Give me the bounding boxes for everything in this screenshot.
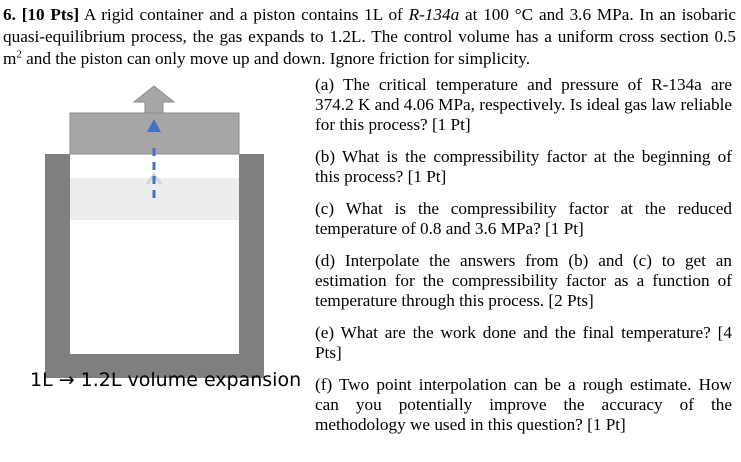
problem-number: 6. [10 Pts] [3, 5, 80, 24]
piston [70, 113, 239, 154]
problem-text-b: at 100 °C and 3.6 MPa. In an isobaric quasi-equilibrium process, the gas expands to 1.2L. The control volume has a uniform cross section 0.5 m [3, 5, 736, 68]
question-f: (f) Two point interpolation can be a rough estimate. How can you potentially improve the accuracy of the methodology we used in this question? [1 Pt] [315, 375, 732, 434]
substance-name: R-134a [408, 5, 460, 24]
problem-text-a: A rigid container and a piston contains 1L of [79, 5, 409, 24]
question-d: (d) Interpolate the answers from (b) and (c) to get an estimation for the compressibility factor as a function of temperature through this process. [2 Pts] [315, 251, 732, 310]
expansion-band [70, 178, 239, 220]
piston-diagram-svg [0, 82, 310, 402]
question-b: (b) What is the compressibility factor at the beginning of this process? [1 Pt] [315, 147, 732, 186]
question-c: (c) What is the compressibility factor at the reduced temperature of 0.8 and 3.6 MPa? [1 Pt] [315, 199, 732, 238]
problem-statement [3, 4, 736, 70]
question-a: (a) The critical temperature and pressure of R-134a are 374.2 K and 4.06 MPa, respectively. Is ideal gas law reliable for this process? [1 Pt] [315, 75, 732, 134]
area-exponent: 2 [16, 48, 22, 61]
question-list [315, 75, 732, 447]
piston-up-arrow-icon [134, 86, 174, 113]
problem-text-c: and the piston can only move up and down. Ignore friction for simplicity. [21, 49, 531, 68]
figure-caption: 1L → 1.2L volume expansion [30, 369, 302, 391]
question-e: (e) What are the work done and the final temperature? [4 Pts] [315, 323, 732, 362]
piston-cylinder-diagram [0, 82, 310, 402]
